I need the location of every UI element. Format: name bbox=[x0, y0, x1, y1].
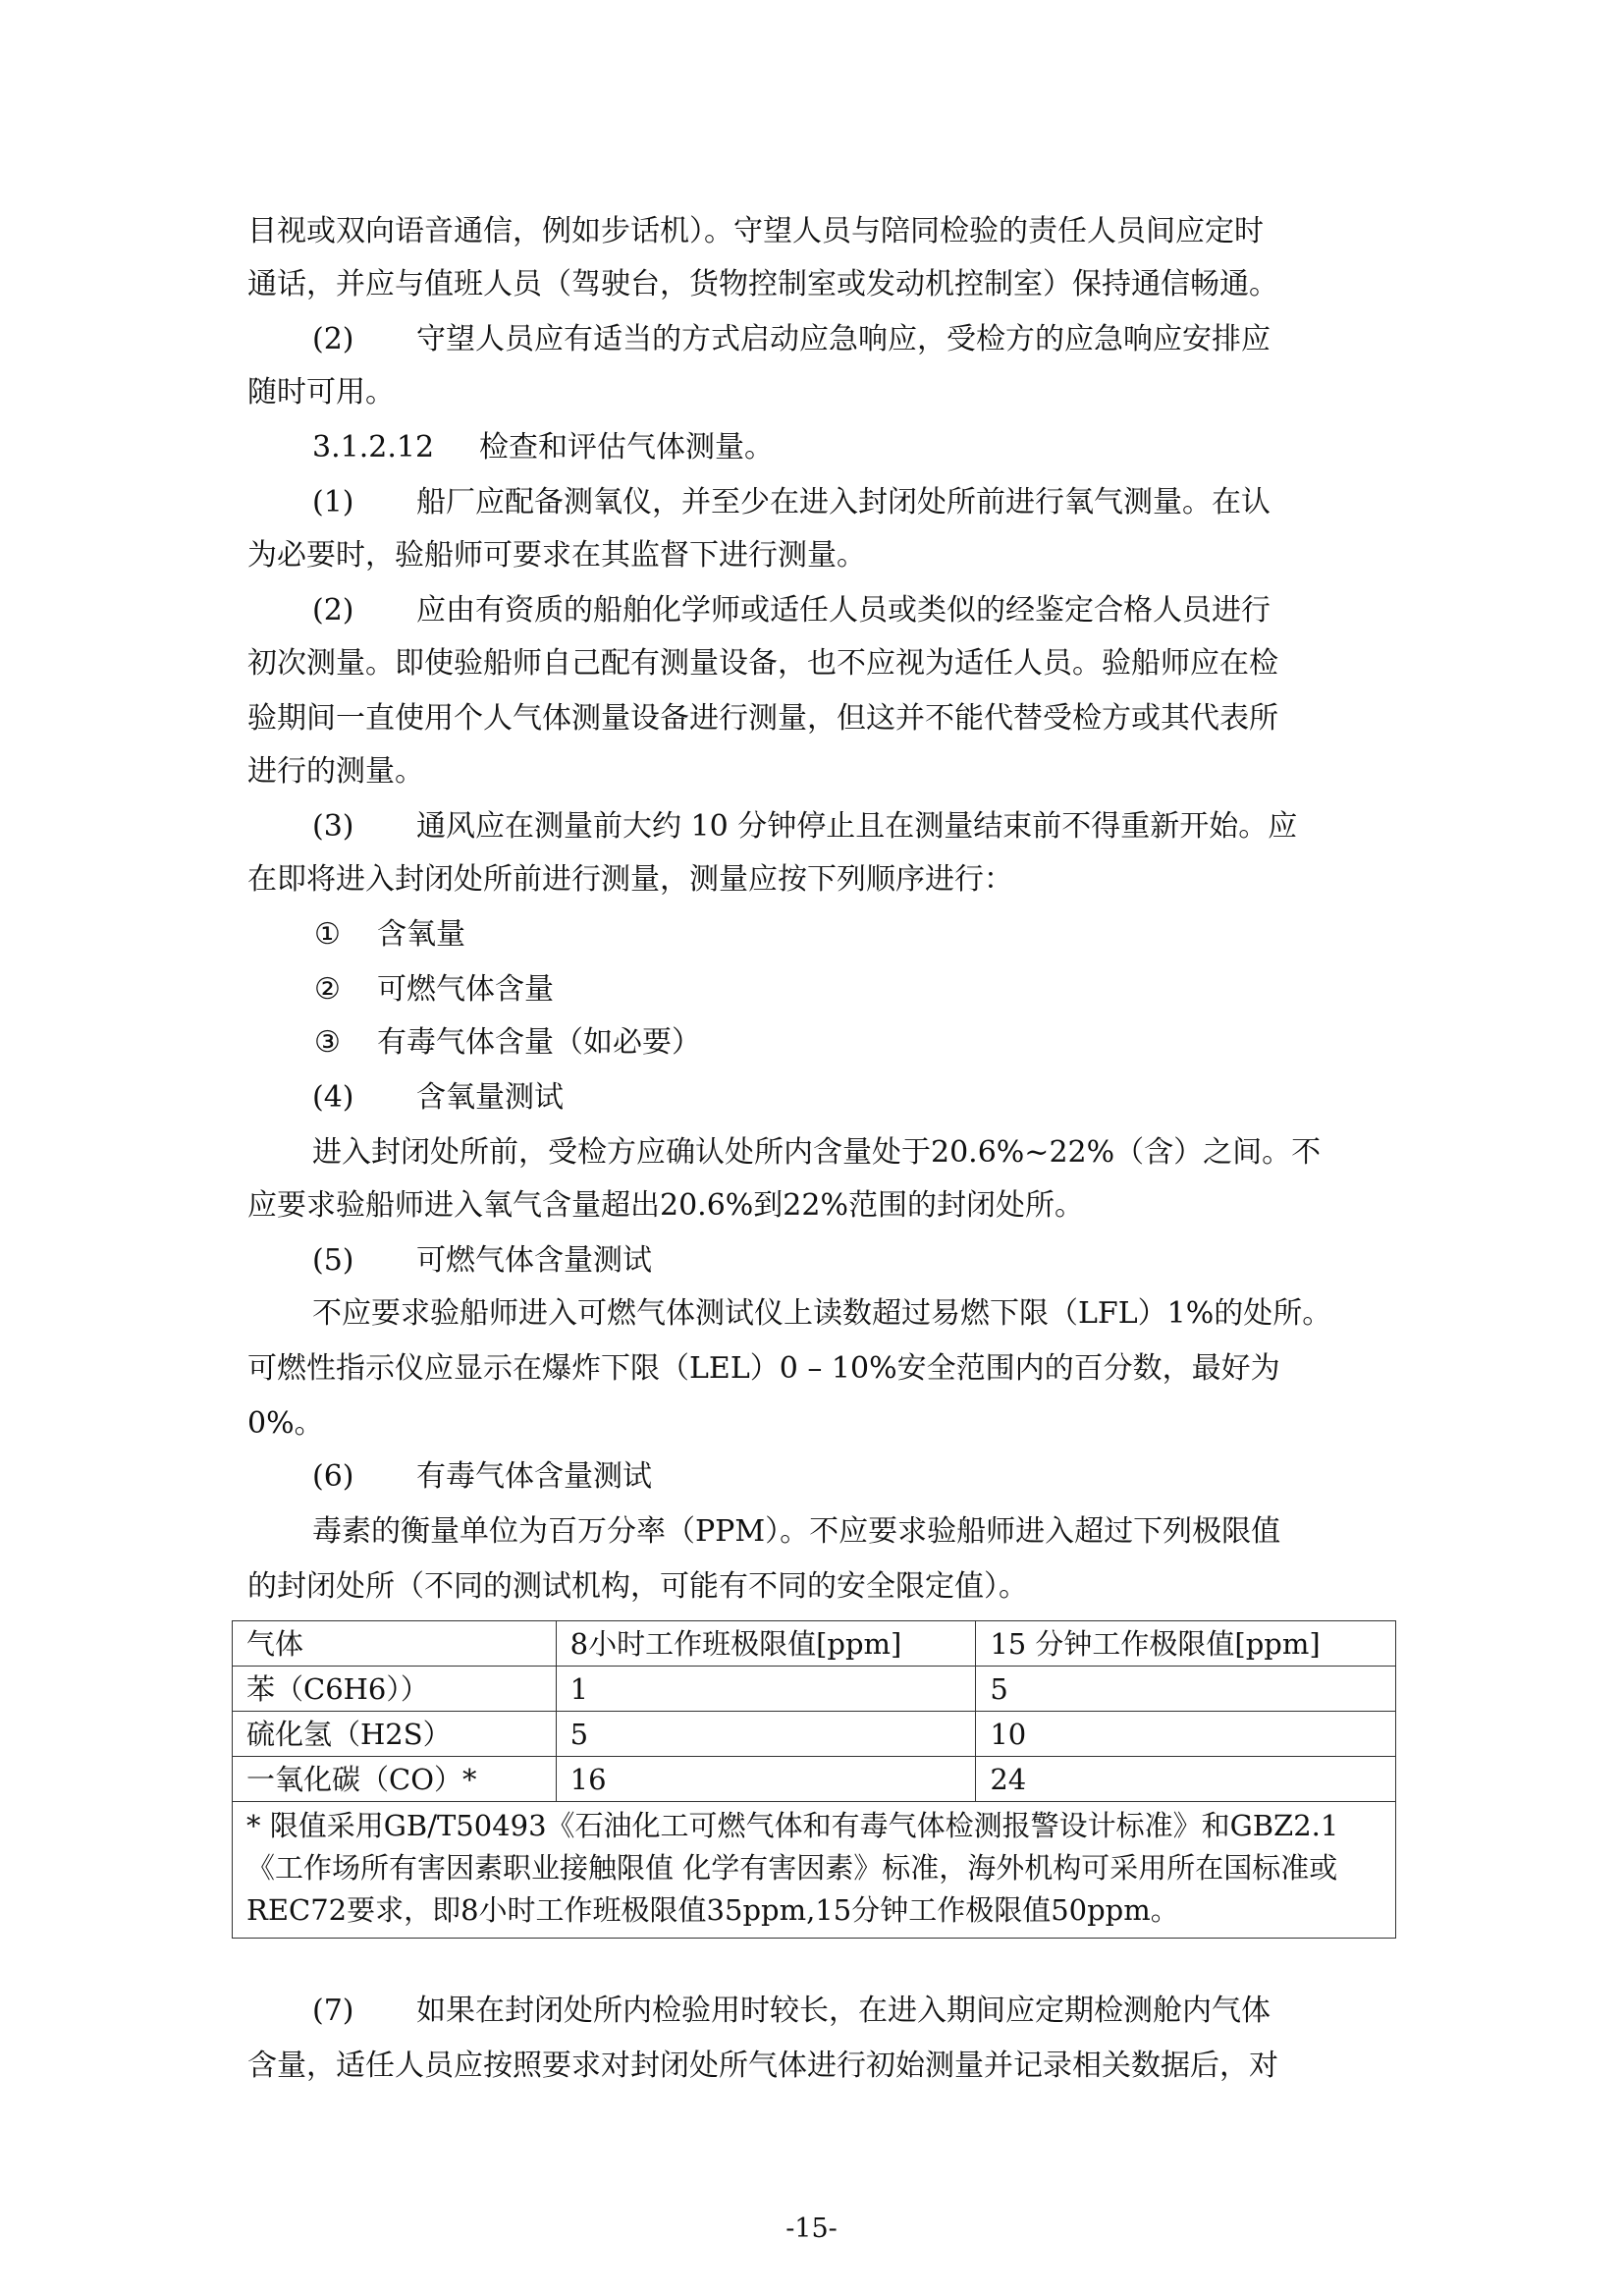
table-header-row bbox=[233, 1621, 1396, 1667]
text-line: 应要求验船师进入氧气含量超出20.6%到22%范围的封闭处所。 bbox=[247, 1188, 1084, 1223]
text-line: (2) 守望人员应有适当的方式启动应急响应，受检方的应急响应安排应 bbox=[312, 322, 1271, 356]
table-header-cell: 15 分钟工作极限值[ppm] bbox=[976, 1621, 1396, 1667]
text-line: 为必要时，验船师可要求在其监督下进行测量。 bbox=[247, 538, 866, 573]
text-line: (7) 如果在封闭处所内检验用时较长，在进入期间应定期检测舱内气体 bbox=[312, 1994, 1271, 2028]
table-note: * 限值采用GB/T50493《石油化工可燃气体和有毒气体检测报警设计标准》和GBZ2.1《工作场所有害因素职业接触限值 化学有害因素》标准，海外机构可采用所在国标准或REC72要求，即8小时工作班极限值35ppm,15分钟工作极限值50ppm。 bbox=[233, 1802, 1396, 1939]
table-row bbox=[233, 1667, 1396, 1712]
text-line: 进入封闭处所前，受检方应确认处所内含量处于20.6%~22%（含）之间。不 bbox=[312, 1135, 1322, 1170]
table-note-row bbox=[233, 1802, 1396, 1939]
text-line: 含量，适任人员应按照要求对封闭处所气体进行初始测量并记录相关数据后，对 bbox=[247, 2049, 1278, 2083]
page-number: -15- bbox=[785, 2214, 838, 2244]
text-line: (4) 含氧量测试 bbox=[312, 1080, 564, 1115]
table-cell: 16 bbox=[556, 1757, 976, 1802]
gas-limit-table bbox=[232, 1620, 1396, 1939]
text-line: 在即将进入封闭处所前进行测量，测量应按下列顺序进行： bbox=[247, 862, 1013, 897]
table-cell: 24 bbox=[976, 1757, 1396, 1802]
text-line: 目视或双向语音通信，例如步话机）。守望人员与陪同检验的责任人员间应定时 bbox=[247, 214, 1264, 248]
table-cell: 5 bbox=[556, 1712, 976, 1757]
text-line: 不应要求验船师进入可燃气体测试仪上读数超过易燃下限（LFL）1%的处所。 bbox=[312, 1296, 1332, 1331]
table-cell: 一氧化碳（CO）* bbox=[233, 1757, 557, 1802]
text-line: (3) 通风应在测量前大约 10 分钟停止且在测量结束前不得重新开始。应 bbox=[312, 809, 1298, 844]
text-line: 验期间一直使用个人气体测量设备进行测量，但这并不能代替受检方或其代表所 bbox=[247, 701, 1278, 736]
text-line: 初次测量。即使验船师自己配有测量设备，也不应视为适任人员。验船师应在检 bbox=[247, 646, 1278, 681]
table-row bbox=[233, 1712, 1396, 1757]
table-cell: 1 bbox=[556, 1667, 976, 1712]
text-line: (5) 可燃气体含量测试 bbox=[312, 1243, 652, 1278]
text-line: (2) 应由有资质的船舶化学师或适任人员或类似的经鉴定合格人员进行 bbox=[312, 593, 1271, 628]
table-cell: 10 bbox=[976, 1712, 1396, 1757]
text-line: 0%。 bbox=[247, 1406, 324, 1441]
list-item: ② 可燃气体含量 bbox=[314, 972, 554, 1007]
table-row bbox=[233, 1757, 1396, 1802]
text-line: 通话，并应与值班人员（驾驶台，货物控制室或发动机控制室）保持通信畅通。 bbox=[247, 267, 1278, 301]
list-item: ③ 有毒气体含量（如必要） bbox=[314, 1025, 701, 1060]
section-heading: 3.1.2.12 检查和评估气体测量。 bbox=[312, 430, 774, 465]
text-line: (6) 有毒气体含量测试 bbox=[312, 1459, 652, 1494]
text-line: 毒素的衡量单位为百万分率（PPM）。不应要求验船师进入超过下列极限值 bbox=[312, 1514, 1281, 1549]
table-header-cell: 气体 bbox=[233, 1621, 557, 1667]
text-line: 的封闭处所（不同的测试机构，可能有不同的安全限定值）。 bbox=[247, 1569, 1028, 1604]
text-line: 进行的测量。 bbox=[247, 754, 424, 789]
text-line: (1) 船厂应配备测氧仪，并至少在进入封闭处所前进行氧气测量。在认 bbox=[312, 485, 1271, 519]
text-line: 可燃性指示仪应显示在爆炸下限（LEL）0 – 10%安全范围内的百分数，最好为 bbox=[247, 1351, 1280, 1386]
table-header-cell: 8小时工作班极限值[ppm] bbox=[556, 1621, 976, 1667]
list-item: ① 含氧量 bbox=[314, 917, 465, 952]
table-cell: 苯（C6H6）） bbox=[233, 1667, 557, 1712]
table-cell: 5 bbox=[976, 1667, 1396, 1712]
table-cell: 硫化氢（H2S） bbox=[233, 1712, 557, 1757]
text-line: 随时可用。 bbox=[247, 375, 395, 410]
